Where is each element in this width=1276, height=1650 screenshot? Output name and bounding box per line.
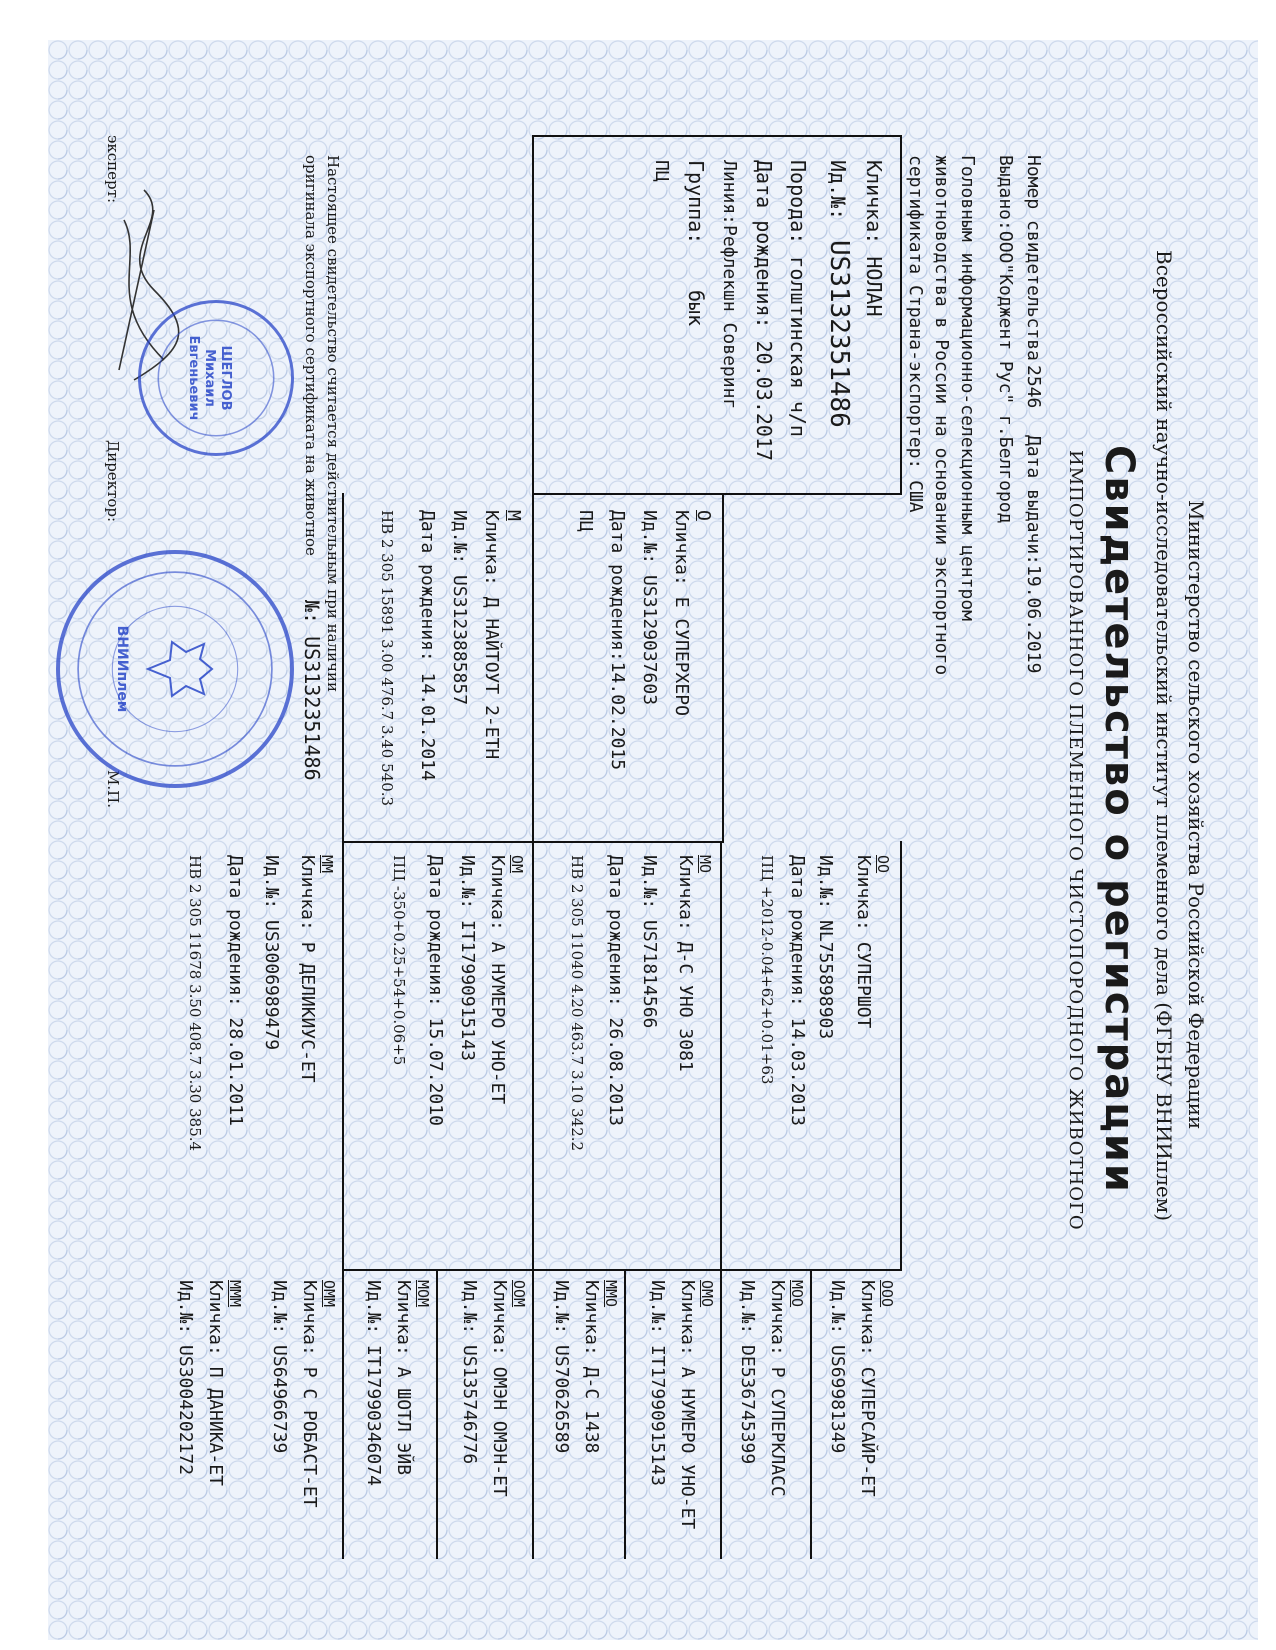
ggp-tag: ММО <box>602 1280 620 1308</box>
certificate-page <box>44 40 1254 1640</box>
mm-name: Кличка: Р ДЕЛИКИУС-ЕТ <box>297 855 318 1083</box>
animal-name: Кличка: НОЛАН <box>862 160 886 317</box>
oo-name: Кличка: СУПЕРШОТ <box>853 855 874 1029</box>
mo-id: Ид.№: US71814566 <box>639 855 660 1029</box>
om-name: Кличка: А НУМЕРО УНО-ЕТ <box>487 855 508 1105</box>
father-id: Ид.№: US3129037603 <box>639 510 660 706</box>
father-tag: О <box>693 510 714 521</box>
validity-note-line-1: Настоящее свидетельство считается действительным при наличии <box>324 155 342 693</box>
ggp-name: Кличка: Д-С 1438 <box>581 1280 602 1454</box>
ggp-id: Ид.№: IT17990915143 <box>647 1280 668 1486</box>
mo-nv: НВ 2 305 11040 4.20 463.7 3.10 342.2 <box>568 855 586 1152</box>
institution-seal: ВНИИплем <box>56 550 294 788</box>
ggp-tag: ООО <box>878 1280 896 1308</box>
ggp-name: Кличка: А ШОТЛ ЭЙВ <box>393 1280 414 1476</box>
document-title: Свидетельство о регистрации <box>1096 445 1142 1194</box>
ggp-tag: ОМО <box>698 1280 716 1308</box>
ggp-name: Кличка: Р С РОБАСТ-ЕТ <box>299 1280 320 1508</box>
ggp-id: Ид.№: US70626589 <box>551 1280 572 1454</box>
center-line-3: сертификата Страна-экспортер: США <box>905 155 926 513</box>
expert-label: эксперт: <box>104 135 122 204</box>
ggp-name: Кличка: ОМЭН ОМЭН-ЕТ <box>489 1280 510 1497</box>
ggp-tag: ООМ <box>510 1280 528 1308</box>
ggp-id: Ид.№: IT17990346074 <box>363 1280 384 1486</box>
mp-label: М.П. <box>104 770 122 808</box>
validity-note-line-2: оригинала экспортного сертификата на животное <box>302 155 320 556</box>
mm-birth: Дата рождения: 28.01.2011 <box>225 855 246 1126</box>
issued-to: Выдано:ООО"Коджент Рус" г.Белгород <box>995 155 1016 524</box>
animal-id: US3132351486 <box>824 240 854 428</box>
animal-pc: ПЦ <box>651 160 672 182</box>
father-birth: Дата рождения:14.02.2015 <box>607 510 628 771</box>
mm-nv: НВ 2 305 11678 3.50 408.7 3.30 385.4 <box>186 855 204 1152</box>
animal-group: бык <box>684 290 708 327</box>
oo-birth: Дата рождения: 14.03.2013 <box>787 855 808 1126</box>
document-subtitle: ИМПОРТИРОВАННОГО ПЛЕМЕННОГО ЧИСТОПОРОДНОГО ЖИВОТНОГО <box>1065 450 1086 1231</box>
mo-birth: Дата рождения: 26.08.2013 <box>605 855 626 1126</box>
animal-group-label: Группа: <box>684 160 708 245</box>
father-pc: ПЦ <box>575 510 596 532</box>
ministry-line: Министерство сельского хозяйства Российской Федерации <box>1184 500 1208 1130</box>
ggp-tag: МОО <box>788 1280 806 1308</box>
institute-line: Всероссийский научно-исследовательский институт племенного дела (ФГБНУ ВНИИплем) <box>1152 250 1176 1222</box>
mother-id: Ид.№: US3123885857 <box>449 510 470 706</box>
center-line-2: животноводства в России на основании экспортного <box>931 155 952 676</box>
validity-note-number: №: US3132351486 <box>300 600 324 781</box>
mother-birth: Дата рождения: 14.01.2014 <box>417 510 438 781</box>
om-tag: ОМ <box>508 855 526 874</box>
mm-id: Ид.№: US3006989479 <box>261 855 282 1051</box>
ggp-id: Ид.№: US69981349 <box>827 1280 848 1454</box>
ggp-name: Кличка: СУПЕРСАЙР-ЕТ <box>857 1280 878 1497</box>
animal-line: Линия:Рефлекшн Соверинг <box>719 160 740 410</box>
animal-breed: Порода: голштинская ч/п <box>786 160 810 437</box>
mother-name: Кличка: Д НАЙТОУТ 2-ЕТН <box>481 510 502 760</box>
ggp-name: Кличка: А НУМЕРО УНО-ЕТ <box>677 1280 698 1530</box>
certificate-number: 2546 <box>1023 365 1044 409</box>
ggp-id: Ид.№: US3004202172 <box>175 1280 196 1476</box>
ggp-id: Ид.№: US64966739 <box>269 1280 290 1454</box>
mm-tag: ММ <box>318 855 336 874</box>
ggp-id: Ид.№: DE536745399 <box>737 1280 758 1465</box>
oo-tag: ОО <box>874 855 892 874</box>
ggp-tag: МОМ <box>414 1280 432 1308</box>
mother-tag: М <box>503 510 524 521</box>
expert-stamp: ШЕГЛОВ Михаил Евгеньевич <box>138 300 294 456</box>
ggp-name: Кличка: Р СУПЕРКЛАСС <box>767 1280 788 1497</box>
ggp-tag: МММ <box>226 1280 244 1308</box>
oo-id: Ид.№: NL755898903 <box>815 855 836 1040</box>
ggp-id: Ид.№: US135746776 <box>459 1280 480 1465</box>
ggp-name: Кличка: П ДАНИКА-ЕТ <box>205 1280 226 1486</box>
father-name: Кличка: Е СУПЕРХЕРО <box>671 510 692 716</box>
oo-pc: ПЦ +2012-0.04+62+0.01+63 <box>758 855 776 1085</box>
certificate-number-label: Номер свидетельства <box>1023 155 1044 361</box>
om-pc: ПЦ -350+0.25+54+0.06+5 <box>390 855 408 1066</box>
om-id: Ид.№: IT17990915143 <box>457 855 478 1061</box>
director-label: Директор: <box>104 440 122 523</box>
mother-nv: НВ 2 305 15891 3.00 476.7 3.40 540.3 <box>378 510 396 807</box>
mo-name: Кличка: Д-С УНО 3081 <box>675 855 696 1072</box>
om-birth: Дата рождения: 15.07.2010 <box>425 855 446 1126</box>
mo-tag: МО <box>696 855 714 874</box>
ggp-tag: ОММ <box>320 1280 338 1308</box>
center-line-1: Головным информационно-селекционным центром <box>957 155 978 621</box>
issue-date: Дата выдачи:19.06.2019 <box>1023 435 1044 674</box>
animal-birth: Дата рождения: 20.03.2017 <box>752 160 776 462</box>
animal-id-label: Ид.№: <box>826 160 850 221</box>
eagle-emblem-icon <box>140 634 220 704</box>
